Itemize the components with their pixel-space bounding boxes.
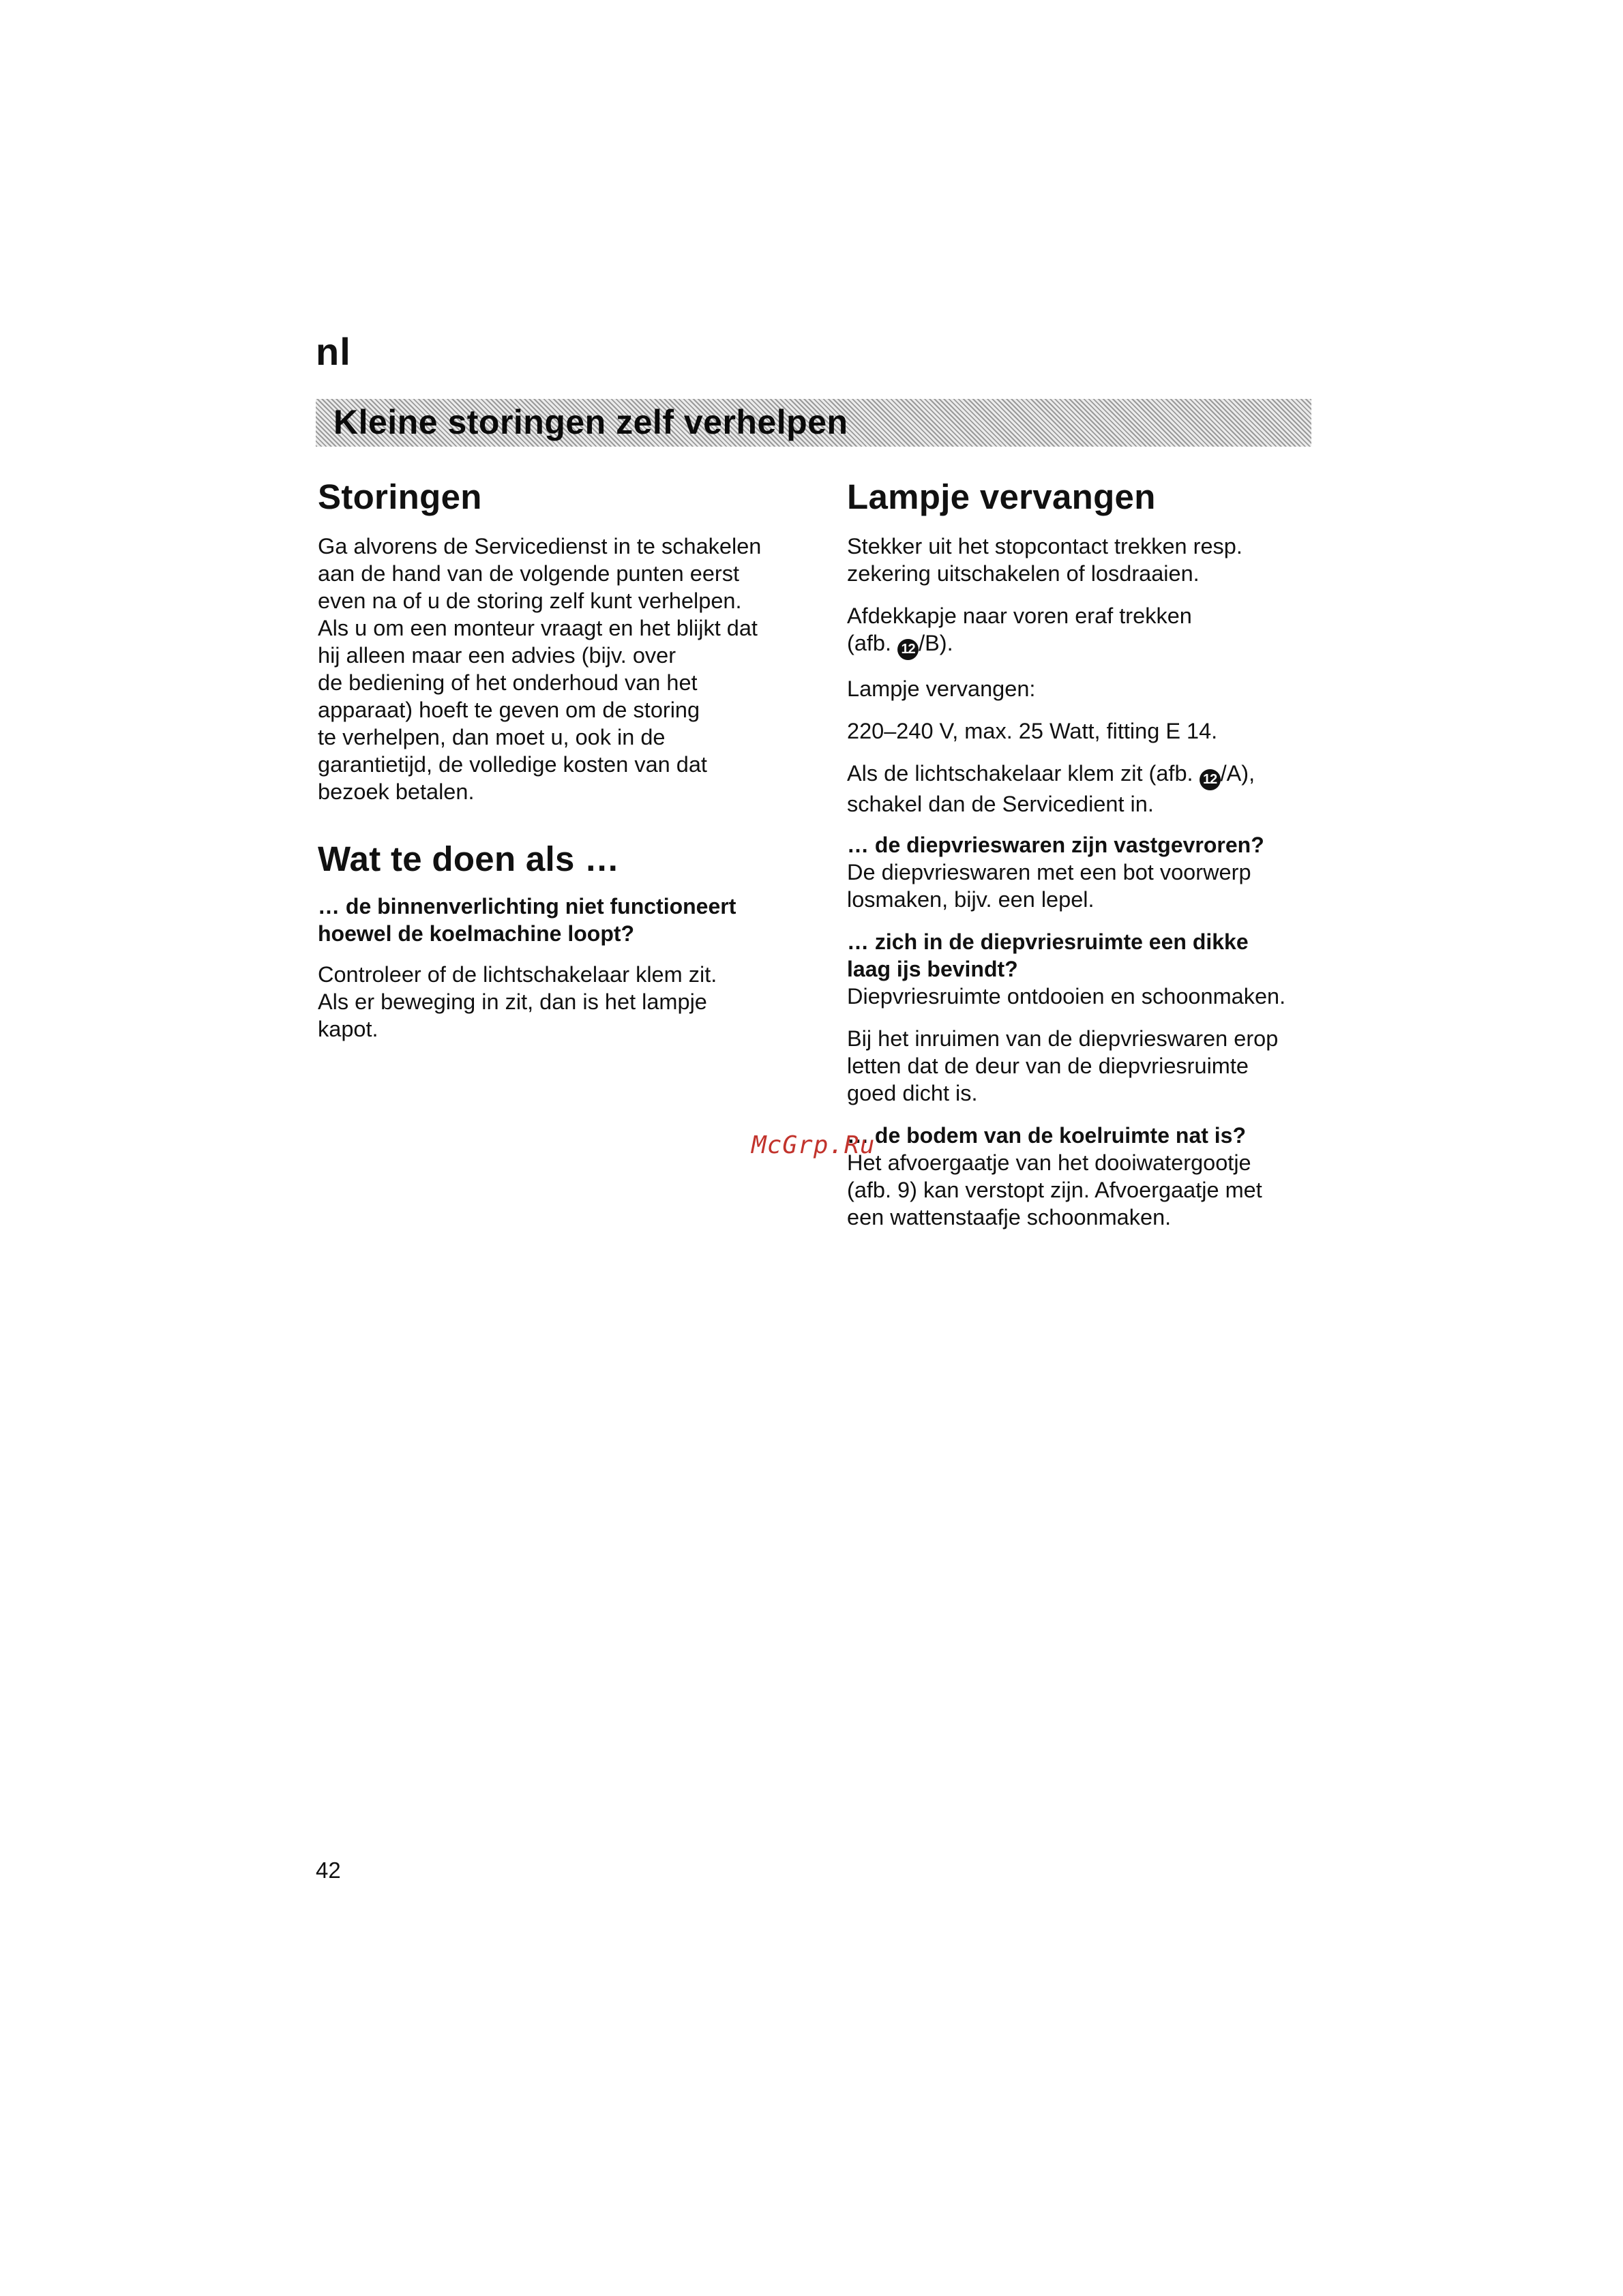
paragraph-lichtschakelaar: [847, 760, 1317, 818]
question-line: … zich in de diepvriesruimte een dikke: [847, 929, 1249, 954]
answer-bodem-nat: [847, 1149, 1317, 1231]
text-line: Bij het inruimen van de diepvrieswaren erop: [847, 1026, 1279, 1051]
text-line: Het afvoergaatje van het dooiwatergootje: [847, 1150, 1251, 1175]
figure-ref-12-icon: 12: [1200, 769, 1221, 790]
question-line: … de binnenverlichting niet functioneert: [318, 894, 736, 919]
text-line: te verhelpen, dan moet u, ook in de: [318, 724, 666, 749]
text-line: Controleer of de lichtschakelaar klem zit.: [318, 962, 717, 987]
heading-storingen: Storingen: [318, 477, 482, 516]
text-line: een wattenstaafje schoonmaken.: [847, 1204, 1172, 1229]
text-line: aan de hand van de volgende punten eerst: [318, 561, 740, 586]
heading-wat-te-doen: Wat te doen als …: [318, 839, 620, 878]
text-lampje-vervangen: Lampje vervangen:: [847, 676, 1036, 701]
paragraph-stekker: [847, 533, 1317, 587]
language-tag: nl: [316, 330, 351, 373]
page-number: 42: [316, 1858, 341, 1883]
question-line: laag ijs bevindt?: [847, 956, 1018, 981]
text-line: De diepvrieswaren met een bot voorwerp: [847, 859, 1251, 884]
question-binnenverlichting: [318, 893, 822, 947]
watermark: McGrp.Ru: [751, 1131, 876, 1159]
left-column: [318, 477, 822, 1043]
figure-ref-12-icon: 12: [897, 639, 919, 660]
text-line: (afb. 9) kan verstopt zijn. Afvoergaatje met: [847, 1177, 1262, 1202]
text-fragment: /B).: [919, 630, 953, 655]
text-line: Als u om een monteur vraagt en het blijkt dat: [318, 615, 758, 640]
section-title: Kleine storingen zelf verhelpen: [333, 403, 848, 441]
section-banner: [316, 399, 1311, 447]
text-line: zekering uitschakelen of losdraaien.: [847, 561, 1200, 586]
text-line: apparaat) hoeft te geven om de storing: [318, 697, 700, 722]
text-line: goed dicht is.: [847, 1080, 978, 1105]
answer-ijs: Diepvriesruimte ontdooien en schoonmaken.: [847, 983, 1286, 1009]
text-line: losmaken, bijv. een lepel.: [847, 886, 1095, 912]
question-line: hoewel de koelmachine loopt?: [318, 921, 635, 946]
text-line: Afdekkapje naar voren eraf trekken: [847, 603, 1192, 628]
text-fragment: Als de lichtschakelaar klem zit (afb.: [847, 760, 1200, 786]
text-fragment: (afb.: [847, 630, 898, 655]
answer-vastgevroren: [847, 859, 1317, 913]
question-bodem-nat: … de bodem van de koelruimte nat is?: [847, 1122, 1247, 1148]
paragraph-inruimen: [847, 1025, 1317, 1107]
answer-binnenverlichting: [318, 961, 822, 1043]
text-line: de bediening of het onderhoud van het: [318, 670, 698, 695]
text-line: Ga alvorens de Servicedienst in te schakelen: [318, 533, 762, 558]
right-column: [847, 477, 1317, 1231]
question-ijs: [847, 928, 1317, 983]
paragraph-afdekkapje: [847, 602, 1317, 660]
text-line: [847, 629, 1317, 660]
text-line: Als er beweging in zit, dan is het lampje: [318, 989, 707, 1015]
storingen-paragraph: [318, 533, 822, 805]
text-fragment: /A),: [1220, 760, 1255, 786]
text-line: schakel dan de Servicedient in.: [847, 791, 1154, 816]
question-vastgevroren: … de diepvrieswaren zijn vastgevroren?: [847, 832, 1264, 857]
text-line: letten dat de deur van de diepvriesruimte: [847, 1053, 1249, 1078]
text-line: kapot.: [318, 1017, 378, 1042]
text-line: hij alleen maar een advies (bijv. over: [318, 642, 676, 668]
text-line: garantietijd, de volledige kosten van dat: [318, 751, 707, 777]
text-line: bezoek betalen.: [318, 779, 475, 804]
text-line: [847, 760, 1317, 790]
text-line: Stekker uit het stopcontact trekken resp.: [847, 533, 1242, 558]
text-line: even na of u de storing zelf kunt verhelpen.: [318, 588, 742, 613]
text-spec: 220–240 V, max. 25 Watt, fitting E 14.: [847, 718, 1218, 743]
heading-lampje-vervangen: Lampje vervangen: [847, 477, 1156, 516]
